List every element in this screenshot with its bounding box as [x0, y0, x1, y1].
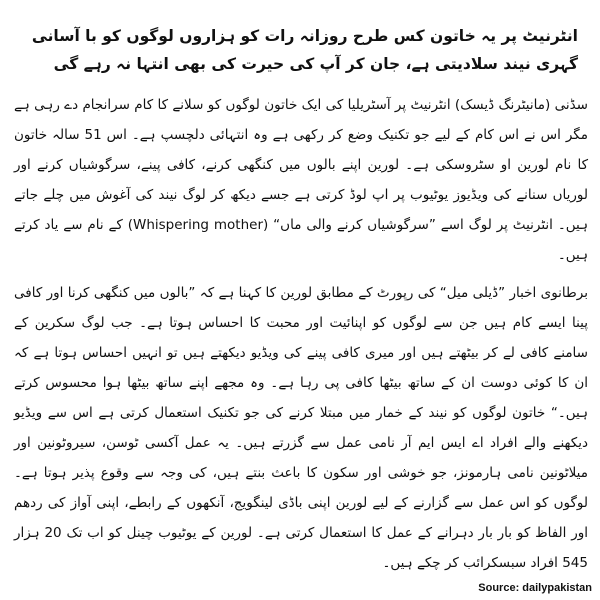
article-paragraph-1: سڈنی (مانیٹرنگ ڈیسک) انٹرنیٹ پر آسٹریلیا کی ایک خاتون لوگوں کو سلانے کا کام سرانجام دے رہی ہے مگر اس نے اس کام کے لیے جو تکنیک وضع کر رکھی ہے وہ انتہائی دلچسپ ہے۔ اس 51 سالہ خاتون کا نام لورین او سٹروسکی ہے۔ لورین اپنے بالوں میں کنگھی کرنے، کافی پینے، سرگوشیاں کرنے اور لوریاں سنانے کی ویڈیوز یوٹیوب پر اپ لوڈ کرتی ہے جسے دیکھ کر لوگ نیند کی آغوش میں چلے جاتے ہیں۔ انٹرنیٹ پر لوگ اسے ”سرگوشیاں کرنے والی ماں“ (Whispering mother) کے نام سے یاد کرتے ہیں۔ [14, 97, 588, 263]
article-body [14, 90, 588, 578]
article-paragraph-2: برطانوی اخبار ”ڈیلی میل“ کی رپورٹ کے مطابق لورین کا کہنا ہے کہ ”بالوں میں کنگھی کرنا اور کافی پینا ایسے کام ہیں جن سے لوگوں کو اپنائیت اور محبت کا احساس ہوتا ہے۔ جب لوگ سکرین کے سامنے کافی لے کر بیٹھتے ہیں اور میری کافی پینے کی ویڈیو دیکھتے ہیں تو انہیں احساس ہوتا ہے کہ ان کا کوئی دوست ان کے ساتھ بیٹھا کافی پی رہا ہے۔ وہ مجھے اپنے ساتھ بیٹھا ہوا محسوس کرتے ہیں۔“ خاتون لوگوں کو نیند کے خمار میں مبتلا کرنے کی جو تکنیک استعمال کرتی ہے اس سے ویڈیو دیکھنے والے افراد اے ایس ایم آر نامی عمل سے گزرتے ہیں۔ یہ عمل آکسی ٹوسن، سیروٹونین اور میلاٹونین نامی ہارمونز، جو خوشی اور سکون کا باعث بنتے ہیں، کی وجہ سے وقوع پذیر ہوتا ہے۔ لوگوں کو اس عمل سے گزارنے کے لیے لورین اپنی باڈی لینگویج، آنکھوں کے رابطے، اپنی آواز کی ردھم اور الفاظ کو بار بار دہرانے کے عمل کا استعمال کرتی ہے۔ لورین کے یوٹیوب چینل کو اب تک 20 ہزار 545 افراد سبسکرائب کر چکے ہیں۔ [14, 285, 589, 571]
article-headline: انٹرنیٹ پر یہ خاتون کس طرح روزانہ رات کو ہزاروں لوگوں کو با آسانی گہری نیند سلادیتی ہے، جان کر آپ کی حیرت کی بھی انتہا نہ رہے گی [31, 27, 578, 73]
source-credit: Source: dailypakistan [478, 582, 592, 594]
